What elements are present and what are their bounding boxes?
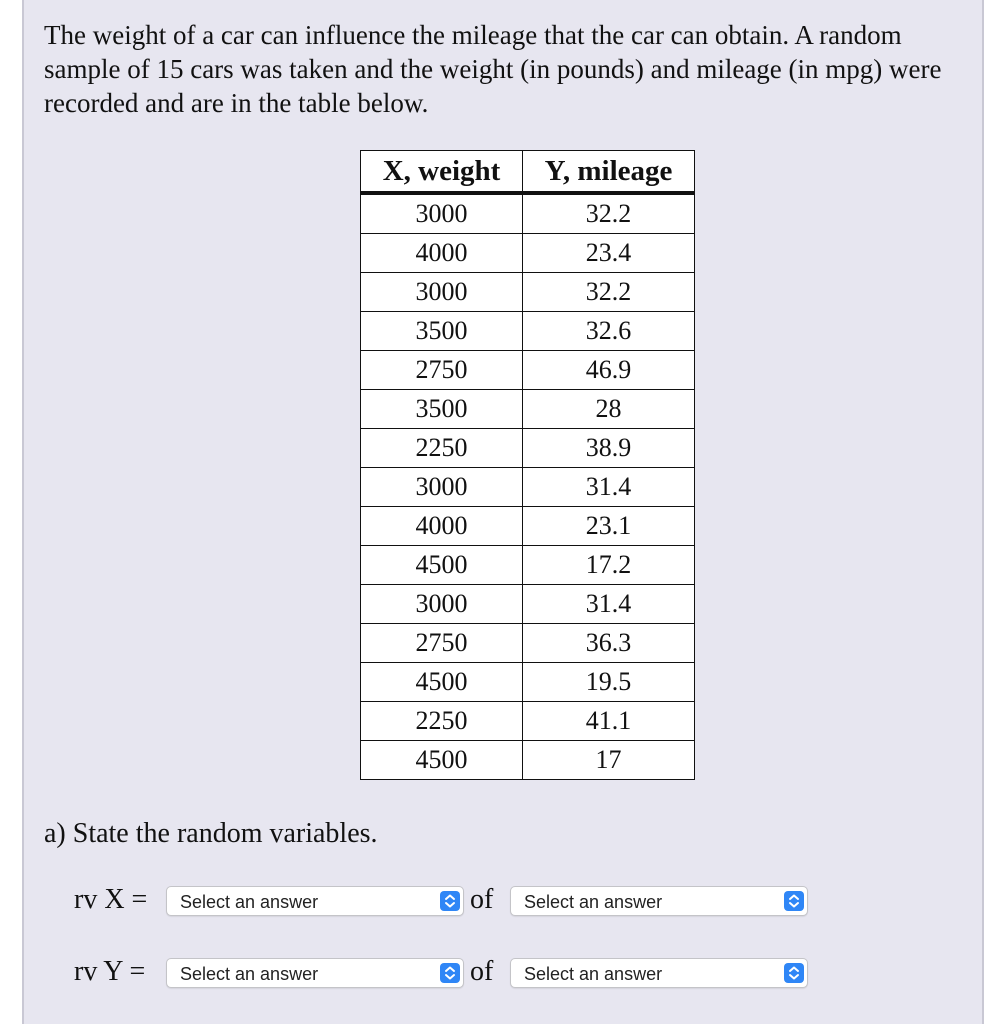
table-row — [361, 546, 695, 585]
rv-y-row — [74, 958, 814, 990]
weight-cell: 3500 — [361, 390, 523, 429]
rv-y-of-label: of — [470, 956, 494, 987]
table-row — [361, 741, 695, 780]
data-table — [360, 150, 695, 780]
rv-y-label: rv Y = — [74, 956, 146, 987]
column-header-mileage: Y, mileage — [523, 151, 695, 194]
weight-cell: 4500 — [361, 741, 523, 780]
mileage-cell: 38.9 — [523, 429, 695, 468]
mileage-cell: 23.1 — [523, 507, 695, 546]
rv-x-variable-select[interactable] — [166, 886, 464, 916]
weight-cell: 3000 — [361, 585, 523, 624]
table-row — [361, 312, 695, 351]
rv-y-object-select[interactable] — [510, 958, 808, 988]
mileage-cell: 31.4 — [523, 468, 695, 507]
mileage-cell: 31.4 — [523, 585, 695, 624]
select-value: Select an answer — [180, 892, 319, 912]
mileage-cell: 36.3 — [523, 624, 695, 663]
table-row — [361, 585, 695, 624]
up-down-chevron-icon — [440, 891, 460, 911]
table-header-row — [361, 151, 695, 194]
table-row — [361, 193, 695, 234]
rv-x-row — [74, 886, 814, 918]
table-row — [361, 429, 695, 468]
up-down-chevron-icon — [440, 963, 460, 983]
table-row — [361, 390, 695, 429]
question-text: The weight of a car can influence the mileage that the car can obtain. A random sample of 15 cars was taken and the weight (in pounds) and mileage (in mpg) were recorded and are in the table below. — [44, 20, 942, 118]
table-row — [361, 663, 695, 702]
mileage-cell: 17.2 — [523, 546, 695, 585]
table-row — [361, 702, 695, 741]
part-a-label: a) State the random variables. — [44, 818, 378, 849]
mileage-cell: 28 — [523, 390, 695, 429]
table-body — [361, 193, 695, 780]
weight-cell: 2750 — [361, 351, 523, 390]
rv-x-label: rv X = — [74, 884, 148, 915]
table-row — [361, 351, 695, 390]
mileage-cell: 32.2 — [523, 193, 695, 234]
weight-cell: 3000 — [361, 193, 523, 234]
mileage-cell: 17 — [523, 741, 695, 780]
table-row — [361, 507, 695, 546]
weight-cell: 2250 — [361, 429, 523, 468]
select-value: Select an answer — [524, 964, 663, 984]
weight-cell: 3000 — [361, 468, 523, 507]
mileage-cell: 32.2 — [523, 273, 695, 312]
table-row — [361, 273, 695, 312]
up-down-chevron-icon — [784, 963, 804, 983]
mileage-cell: 41.1 — [523, 702, 695, 741]
weight-cell: 2750 — [361, 624, 523, 663]
weight-cell: 4000 — [361, 234, 523, 273]
select-value: Select an answer — [524, 892, 663, 912]
weight-cell: 4500 — [361, 546, 523, 585]
rv-x-of-label: of — [470, 884, 494, 915]
rv-x-object-select[interactable] — [510, 886, 808, 916]
table-row — [361, 624, 695, 663]
weight-cell: 4000 — [361, 507, 523, 546]
rv-y-variable-select[interactable] — [166, 958, 464, 988]
column-header-weight: X, weight — [361, 151, 523, 194]
mileage-cell: 19.5 — [523, 663, 695, 702]
weight-cell: 3500 — [361, 312, 523, 351]
up-down-chevron-icon — [784, 891, 804, 911]
table-row — [361, 234, 695, 273]
question-panel — [22, 0, 984, 1024]
mileage-cell: 46.9 — [523, 351, 695, 390]
weight-cell: 3000 — [361, 273, 523, 312]
mileage-cell: 32.6 — [523, 312, 695, 351]
table-row — [361, 468, 695, 507]
weight-cell: 4500 — [361, 663, 523, 702]
weight-cell: 2250 — [361, 702, 523, 741]
select-value: Select an answer — [180, 964, 319, 984]
mileage-cell: 23.4 — [523, 234, 695, 273]
